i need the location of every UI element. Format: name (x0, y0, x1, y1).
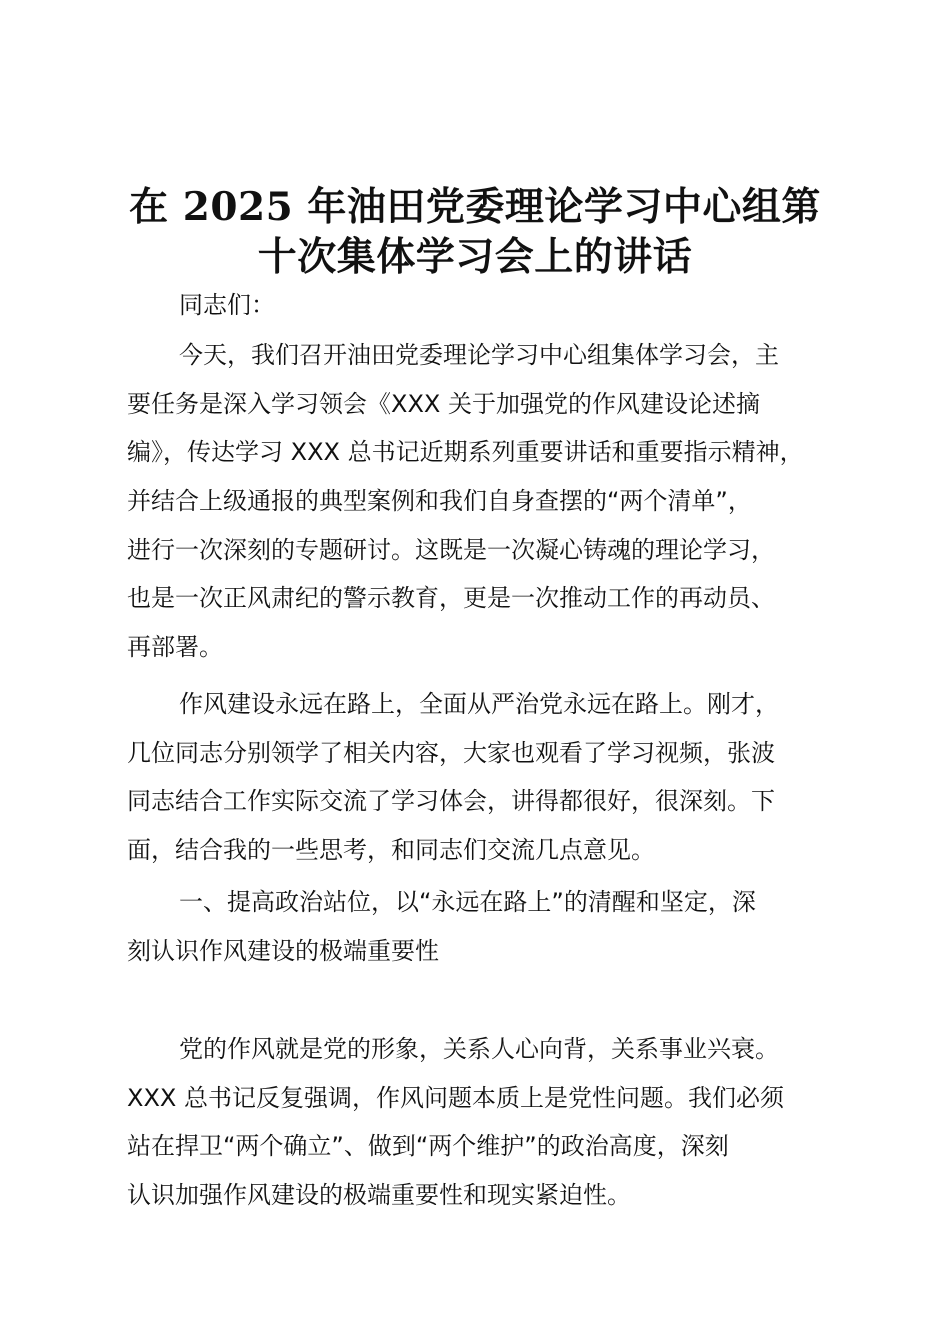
paragraph-line: 党的作风就是党的形象，关系人心向背，关系事业兴衰。 (179, 1035, 779, 1063)
title-line: 在 2025 年油田党委理论学习中心组第 (129, 184, 821, 230)
salutation-text: 同志们： (179, 291, 275, 319)
paragraph-line: 几位同志分别领学了相关内容，大家也观看了学习视频，张波 (127, 738, 775, 767)
paragraph-line: 同志结合工作实际交流了学习体会，讲得都很好，很深刻。下 (127, 787, 775, 816)
paragraph-intro (127, 331, 857, 672)
paragraph-line: 编》，传达学习 XXX 总书记近期系列重要讲话和重要指示精神， (127, 438, 804, 467)
section-heading-1 (127, 878, 857, 975)
paragraph-context (127, 680, 857, 875)
heading-line: 一、提高政治站位，以“永远在路上”的清醒和坚定，深 (179, 888, 756, 916)
paragraph-line: 也是一次正风肃纪的警示教育，更是一次推动工作的再动员、 (127, 584, 775, 613)
paragraph-line: 作风建设永远在路上，全面从严治党永远在路上。刚才， (179, 690, 779, 718)
paragraph-line: XXX 总书记反复强调，作风问题本质上是党性问题。我们必须 (127, 1083, 784, 1112)
paragraph-line: 并结合上级通报的典型案例和我们自身查摆的“两个清单”， (127, 487, 752, 516)
paragraph-line: 今天，我们召开油田党委理论学习中心组集体学习会，主 (179, 341, 779, 369)
salutation (127, 281, 857, 330)
document-title (100, 182, 850, 282)
title-line: 十次集体学习会上的讲话 (257, 234, 693, 280)
paragraph-line: 要任务是深入学习领会《XXX 关于加强党的作风建设论述摘 (127, 389, 760, 418)
paragraph-line: 再部署。 (127, 633, 223, 662)
paragraph-line: 站在捍卫“两个确立”、做到“两个维护”的政治高度，深刻 (127, 1132, 729, 1161)
paragraph-line: 面，结合我的一些思考，和同志们交流几点意见。 (127, 836, 655, 865)
paragraph-line: 认识加强作风建设的极端重要性和现实紧迫性。 (127, 1181, 631, 1210)
heading-line: 刻认识作风建设的极端重要性 (127, 936, 439, 965)
paragraph-section-1 (127, 1025, 857, 1220)
paragraph-line: 进行一次深刻的专题研讨。这既是一次凝心铸魂的理论学习， (127, 535, 775, 564)
